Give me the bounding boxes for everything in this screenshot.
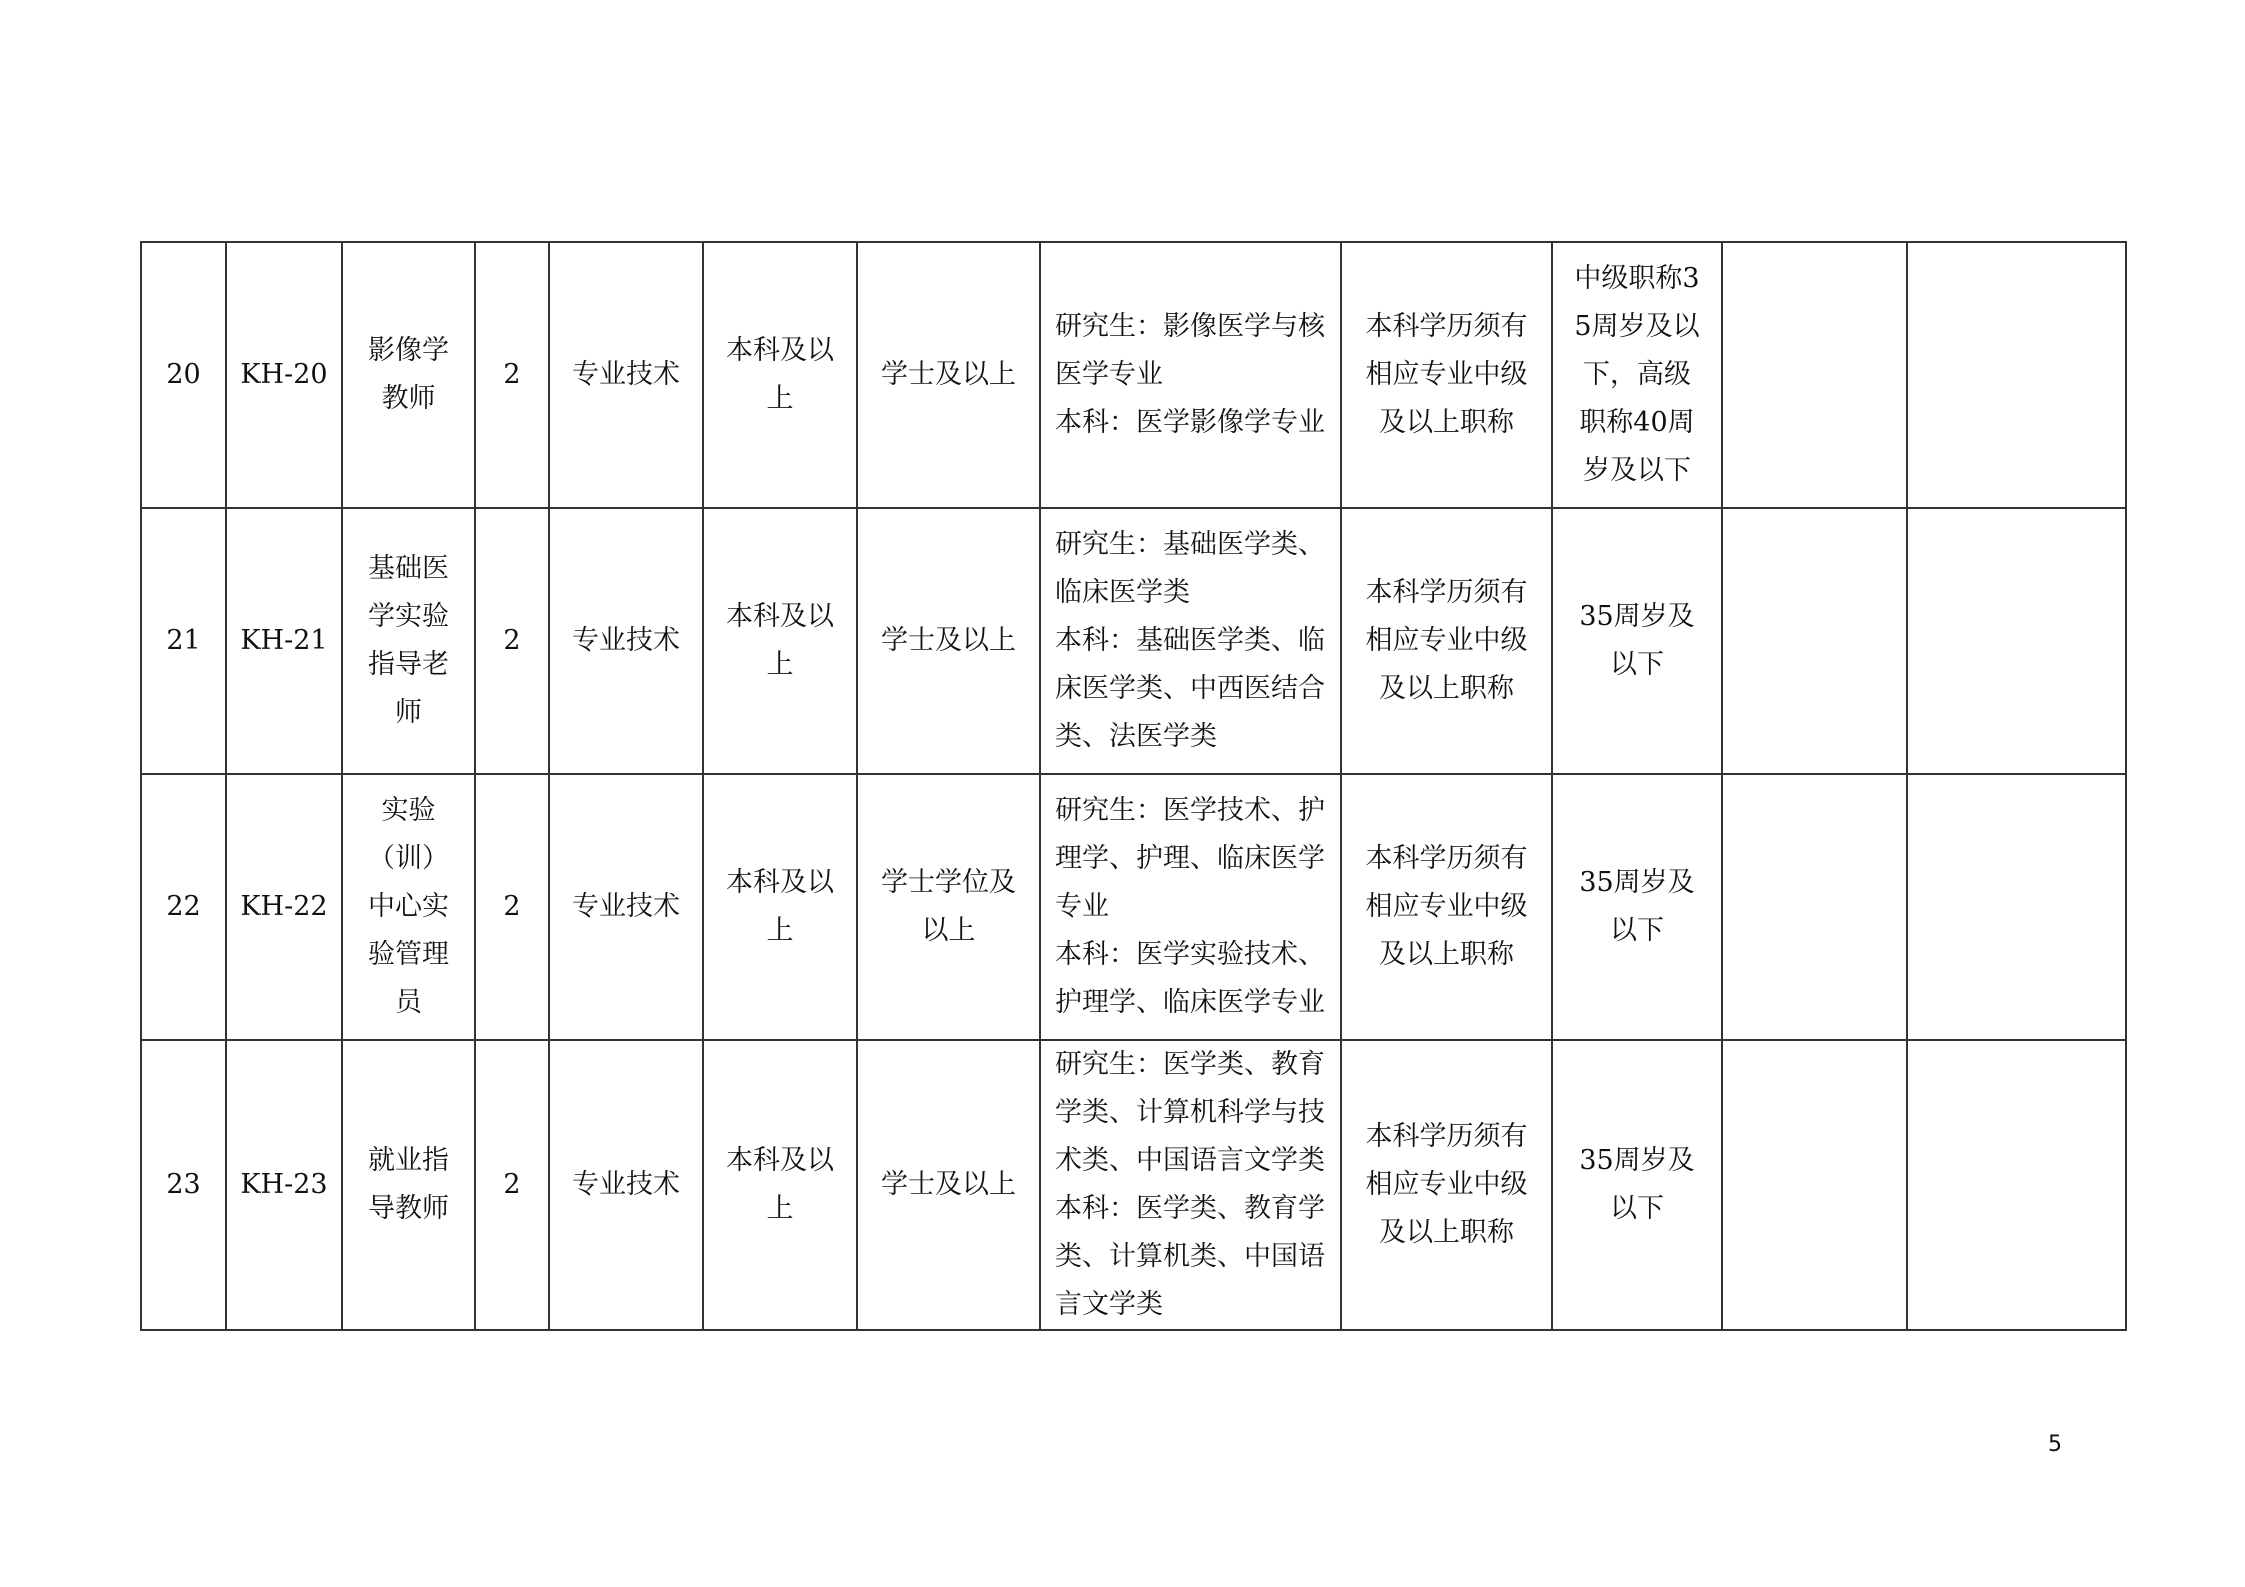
code-cell: KH-23 xyxy=(226,1040,342,1330)
table-row xyxy=(141,508,2126,774)
code-cell: KH-21 xyxy=(226,508,342,774)
count-cell: 2 xyxy=(475,508,549,774)
position-cell: 实验（训）中心实验管理员 xyxy=(342,774,475,1040)
major-undergraduate: 本科：医学类、教育学类、计算机类、中国语言文学类 xyxy=(1055,1193,1325,1320)
major-cell xyxy=(1040,1040,1341,1330)
count-cell: 2 xyxy=(475,242,549,508)
count-cell: 2 xyxy=(475,1040,549,1330)
other-requirements-cell: 本科学历须有相应专业中级及以上职称 xyxy=(1341,1040,1552,1330)
education-cell: 本科及以上 xyxy=(703,774,857,1040)
table-row xyxy=(141,1040,2126,1330)
table-row xyxy=(141,774,2126,1040)
position-cell: 基础医学实验指导老师 xyxy=(342,508,475,774)
extra-cell-2 xyxy=(1907,508,2126,774)
seq-cell: 23 xyxy=(141,1040,226,1330)
other-requirements-cell: 本科学历须有相应专业中级及以上职称 xyxy=(1341,242,1552,508)
code-cell: KH-22 xyxy=(226,774,342,1040)
position-cell: 就业指导教师 xyxy=(342,1040,475,1330)
position-cell: 影像学教师 xyxy=(342,242,475,508)
major-cell xyxy=(1040,508,1341,774)
other-requirements-cell: 本科学历须有相应专业中级及以上职称 xyxy=(1341,508,1552,774)
degree-cell: 学士及以上 xyxy=(857,242,1040,508)
seq-cell: 21 xyxy=(141,508,226,774)
major-graduate: 研究生：影像医学与核医学专业 xyxy=(1055,311,1325,390)
category-cell: 专业技术 xyxy=(549,242,703,508)
category-cell: 专业技术 xyxy=(549,774,703,1040)
extra-cell-2 xyxy=(1907,1040,2126,1330)
category-cell: 专业技术 xyxy=(549,1040,703,1330)
major-graduate: 研究生：医学类、教育学类、计算机科学与技术类、中国语言文学类 xyxy=(1055,1049,1325,1176)
extra-cell-1 xyxy=(1722,508,1907,774)
degree-cell: 学士学位及以上 xyxy=(857,774,1040,1040)
seq-cell: 20 xyxy=(141,242,226,508)
age-cell: 35周岁及以下 xyxy=(1552,508,1722,774)
other-requirements-cell: 本科学历须有相应专业中级及以上职称 xyxy=(1341,774,1552,1040)
extra-cell-1 xyxy=(1722,1040,1907,1330)
table-row xyxy=(141,242,2126,508)
major-undergraduate: 本科：基础医学类、临床医学类、中西医结合类、法医学类 xyxy=(1055,625,1325,752)
major-undergraduate: 本科：医学实验技术、护理学、临床医学专业 xyxy=(1055,939,1325,1018)
extra-cell-1 xyxy=(1722,774,1907,1040)
extra-cell-1 xyxy=(1722,242,1907,508)
major-graduate: 研究生：基础医学类、临床医学类 xyxy=(1055,529,1325,608)
page-number: 5 xyxy=(2048,1432,2062,1457)
major-undergraduate: 本科：医学影像学专业 xyxy=(1055,407,1325,438)
extra-cell-2 xyxy=(1907,774,2126,1040)
degree-cell: 学士及以上 xyxy=(857,1040,1040,1330)
major-cell xyxy=(1040,242,1341,508)
major-cell xyxy=(1040,774,1341,1040)
code-cell: KH-20 xyxy=(226,242,342,508)
age-cell: 中级职称35周岁及以下，高级职称40周岁及以下 xyxy=(1552,242,1722,508)
count-cell: 2 xyxy=(475,774,549,1040)
seq-cell: 22 xyxy=(141,774,226,1040)
job-table xyxy=(140,241,2127,1331)
degree-cell: 学士及以上 xyxy=(857,508,1040,774)
education-cell: 本科及以上 xyxy=(703,1040,857,1330)
age-cell: 35周岁及以下 xyxy=(1552,774,1722,1040)
major-graduate: 研究生：医学技术、护理学、护理、临床医学专业 xyxy=(1055,795,1325,922)
education-cell: 本科及以上 xyxy=(703,242,857,508)
education-cell: 本科及以上 xyxy=(703,508,857,774)
category-cell: 专业技术 xyxy=(549,508,703,774)
extra-cell-2 xyxy=(1907,242,2126,508)
age-cell: 35周岁及以下 xyxy=(1552,1040,1722,1330)
